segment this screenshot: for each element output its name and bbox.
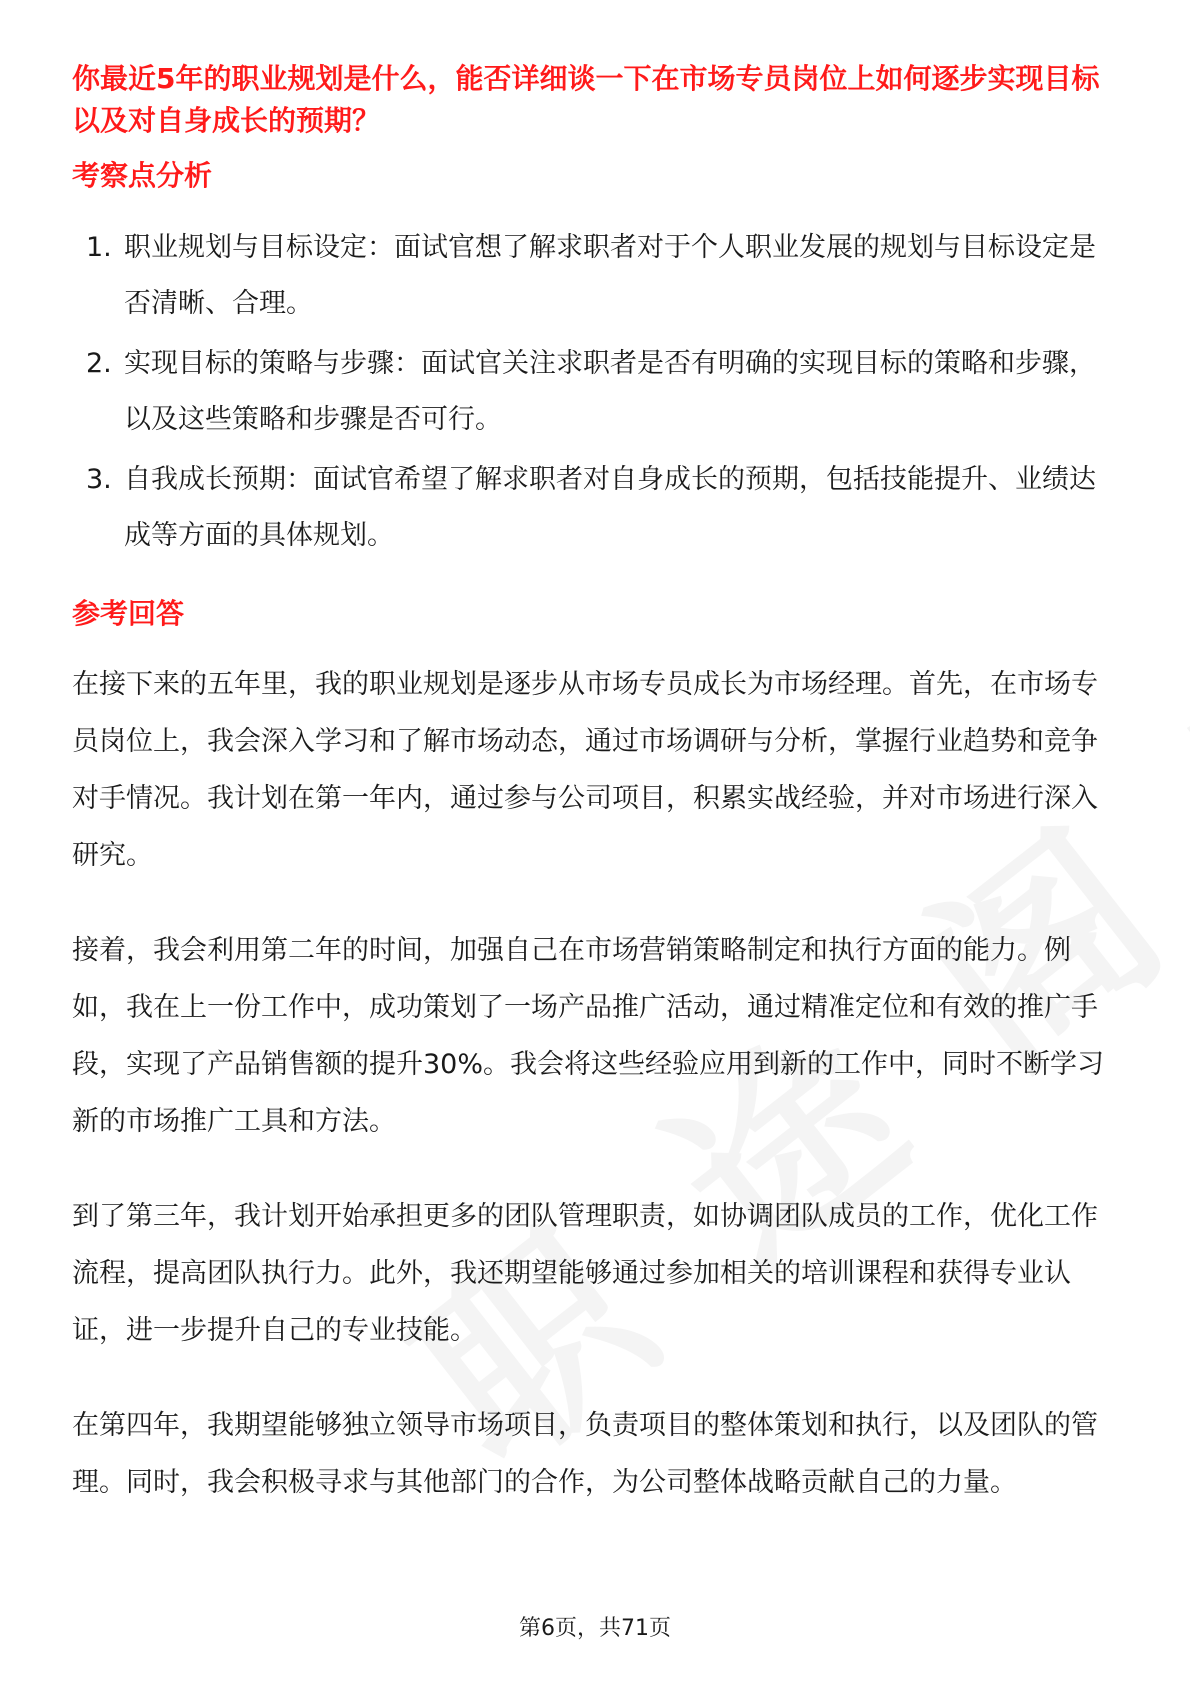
answer-paragraph: 在第四年，我期望能够独立领导市场项目，负责项目的整体策划和执行，以及团队的管理。同时，我会积极寻求与其他部门的合作，为公司整体战略贡献自己的力量。: [72, 1410, 1098, 1498]
list-item: [72, 452, 1118, 564]
list-item-text: 实现目标的策略与步骤：面试官关注求职者是否有明确的实现目标的策略和步骤，以及这些策略和步骤是否可行。: [124, 348, 1096, 435]
list-item-number: 1.: [86, 232, 112, 263]
page-content: [72, 58, 1118, 1511]
list-item: [72, 336, 1118, 448]
list-item-number: 3.: [86, 464, 112, 495]
list-item: [72, 220, 1118, 332]
list-item-number: 2.: [86, 348, 112, 379]
answer-paragraph: 在接下来的五年里，我的职业规划是逐步从市场专员成长为市场经理。首先，在市场专员岗位上，我会深入学习和了解市场动态，通过市场调研与分析，掌握行业趋势和竞争对手情况。我计划在第一年内，通过参与公司项目，积累实战经验，并对市场进行深入研究。: [72, 669, 1098, 871]
question-heading: 你最近5年的职业规划是什么，能否详细谈一下在市场专员岗位上如何逐步实现目标以及对自身成长的预期？: [72, 62, 1100, 137]
list-item-text: 职业规划与目标设定：面试官想了解求职者对于个人职业发展的规划与目标设定是否清晰、合理。: [124, 232, 1096, 319]
analysis-title: 考察点分析: [72, 159, 213, 192]
analysis-list: [72, 220, 1118, 564]
page-number: 第6页，共71页: [519, 1616, 671, 1641]
answer-paragraph: 到了第三年，我计划开始承担更多的团队管理职责，如协调团队成员的工作，优化工作流程，提高团队执行力。此外，我还期望能够通过参加相关的培训课程和获得专业认证，进一步提升自己的专业技能。: [72, 1201, 1098, 1346]
list-item-text: 自我成长预期：面试官希望了解求职者对自身成长的预期，包括技能提升、业绩达成等方面的具体规划。: [124, 464, 1096, 551]
answer-paragraph: 接着，我会利用第二年的时间，加强自己在市场营销策略制定和执行方面的能力。例如，我在上一份工作中，成功策划了一场产品推广活动，通过精准定位和有效的推广手段，实现了产品销售额的提升30%。我会将这些经验应用到新的工作中，同时不断学习新的市场推广工具和方法。: [72, 935, 1105, 1137]
answer-title: 参考回答: [72, 597, 185, 630]
